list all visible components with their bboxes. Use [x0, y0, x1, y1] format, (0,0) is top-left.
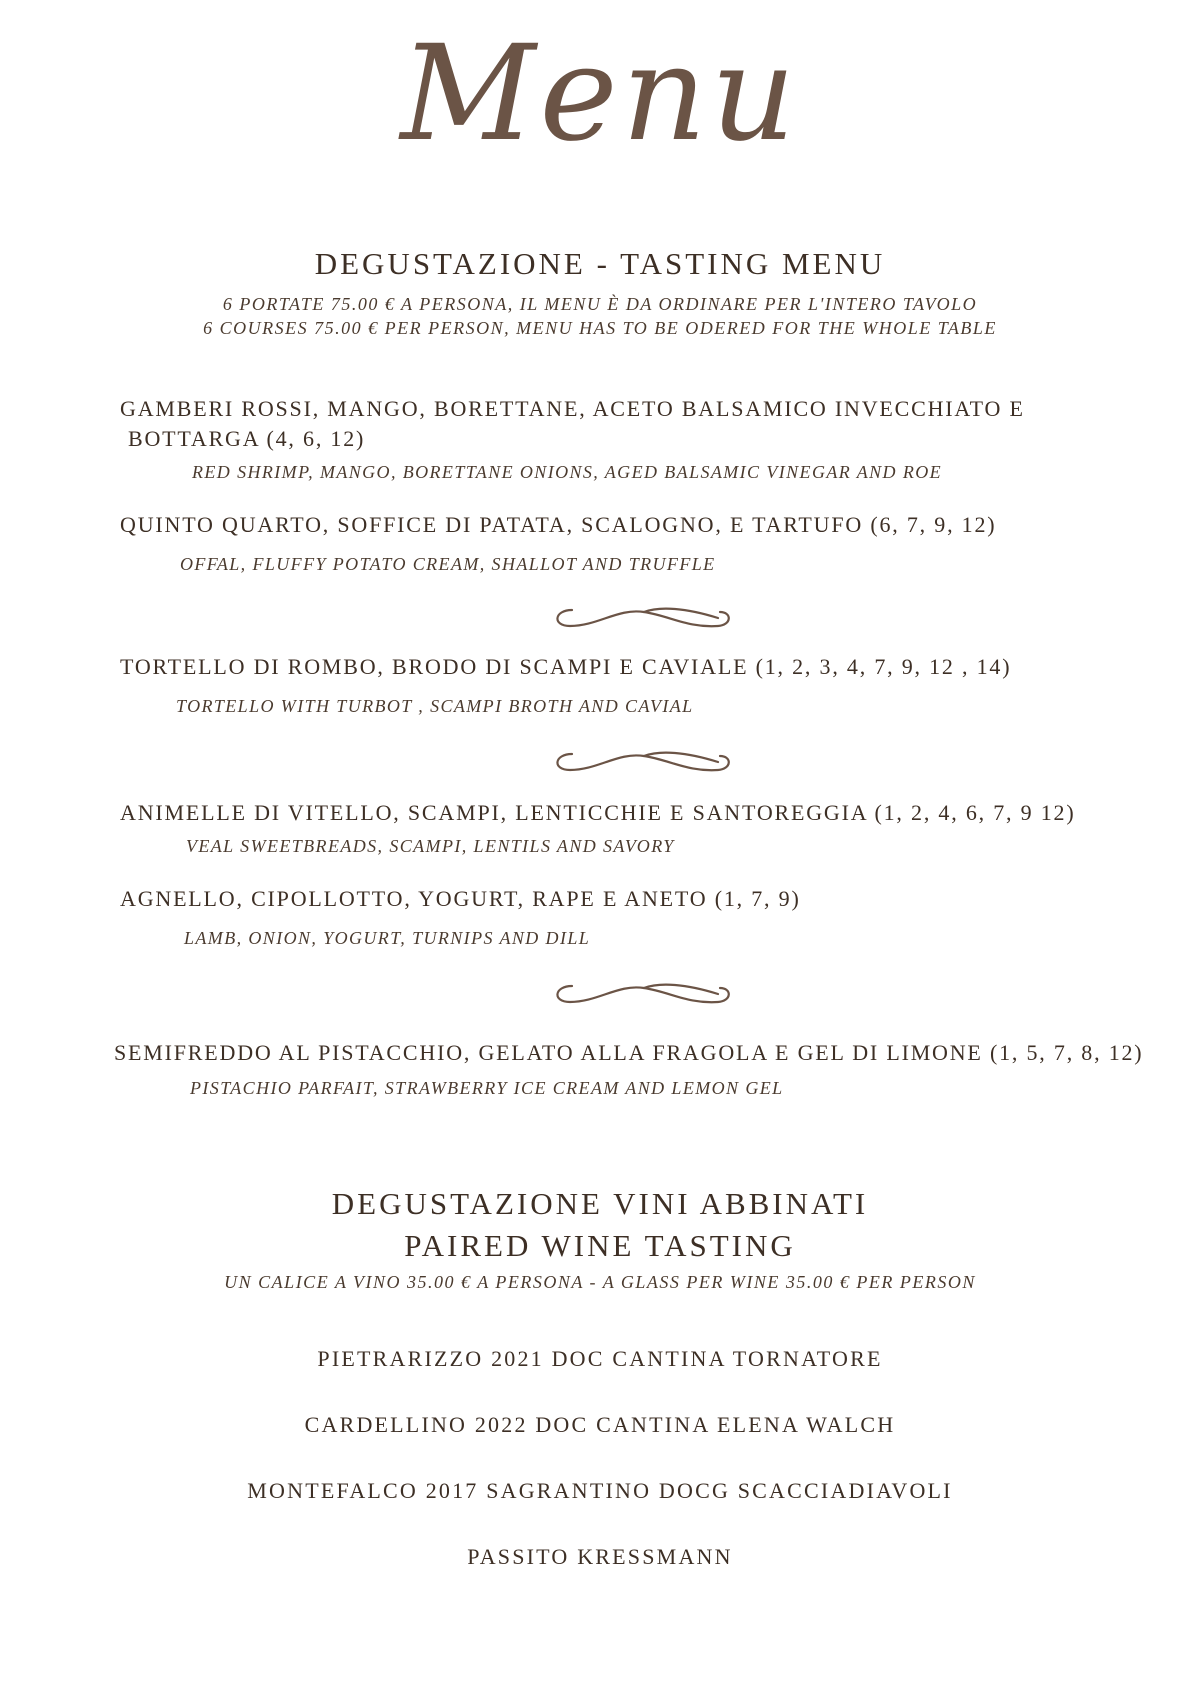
dish-description: TORTELLO WITH TURBOT , SCAMPI BROTH AND CAVIAL	[176, 696, 694, 716]
dish-name-cont: BOTTARGA (4, 6, 12)	[128, 426, 366, 451]
dish-description: LAMB, ONION, YOGURT, TURNIPS AND DILL	[184, 928, 591, 948]
dish-name: ANIMELLE DI VITELLO, SCAMPI, LENTICCHIE E SANTOREGGIA (1, 2, 4, 6, 7, 9 12)	[120, 800, 1076, 825]
tasting-heading: DEGUSTAZIONE - TASTING MENU	[314, 246, 886, 281]
flourish-divider-icon	[548, 600, 732, 634]
dish-name: GAMBERI ROSSI, MANGO, BORETTANE, ACETO BALSAMICO INVECCHIATO E	[120, 396, 1025, 421]
dish-name: SEMIFREDDO AL PISTACCHIO, GELATO ALLA FRAGOLA E GEL DI LIMONE (1, 5, 7, 8, 12)	[114, 1040, 1144, 1065]
wine-item: PASSITO KRESSMANN	[467, 1544, 733, 1569]
wine-heading-en: PAIRED WINE TASTING	[404, 1228, 796, 1263]
dish-description: VEAL SWEETBREADS, SCAMPI, LENTILS AND SAVORY	[186, 836, 675, 856]
flourish-divider-icon	[548, 976, 732, 1010]
flourish-divider-icon	[548, 744, 732, 778]
dish-description: PISTACHIO PARFAIT, STRAWBERRY ICE CREAM AND LEMON GEL	[190, 1078, 784, 1098]
wine-heading-it: DEGUSTAZIONE VINI ABBINATI	[331, 1186, 869, 1221]
wine-note: UN CALICE A VINO 35.00 € A PERSONA - A GLASS PER WINE 35.00 € PER PERSON	[224, 1272, 976, 1292]
dish-name: AGNELLO, CIPOLLOTTO, YOGURT, RAPE E ANETO (1, 7, 9)	[120, 886, 801, 911]
dish-name: QUINTO QUARTO, SOFFICE DI PATATA, SCALOGNO, E TARTUFO (6, 7, 9, 12)	[120, 512, 997, 537]
dish-name: TORTELLO DI ROMBO, BRODO DI SCAMPI E CAVIALE (1, 2, 3, 4, 7, 9, 12 , 14)	[120, 654, 1012, 679]
tasting-note-en: 6 COURSES 75.00 € PER PERSON, MENU HAS TO BE ODERED FOR THE WHOLE TABLE	[203, 318, 997, 338]
wine-item: CARDELLINO 2022 DOC CANTINA ELENA WALCH	[304, 1412, 896, 1437]
dish-description: RED SHRIMP, MANGO, BORETTANE ONIONS, AGED BALSAMIC VINEGAR AND ROE	[192, 462, 943, 482]
menu-title: Menu	[400, 17, 800, 171]
dish-description: OFFAL, FLUFFY POTATO CREAM, SHALLOT AND TRUFFLE	[180, 554, 716, 574]
wine-item: PIETRARIZZO 2021 DOC CANTINA TORNATORE	[317, 1346, 883, 1371]
tasting-note-it: 6 PORTATE 75.00 € A PERSONA, IL MENU È DA ORDINARE PER L'INTERO TAVOLO	[222, 294, 978, 314]
wine-item: MONTEFALCO 2017 SAGRANTINO DOCG SCACCIADIAVOLI	[247, 1478, 953, 1503]
